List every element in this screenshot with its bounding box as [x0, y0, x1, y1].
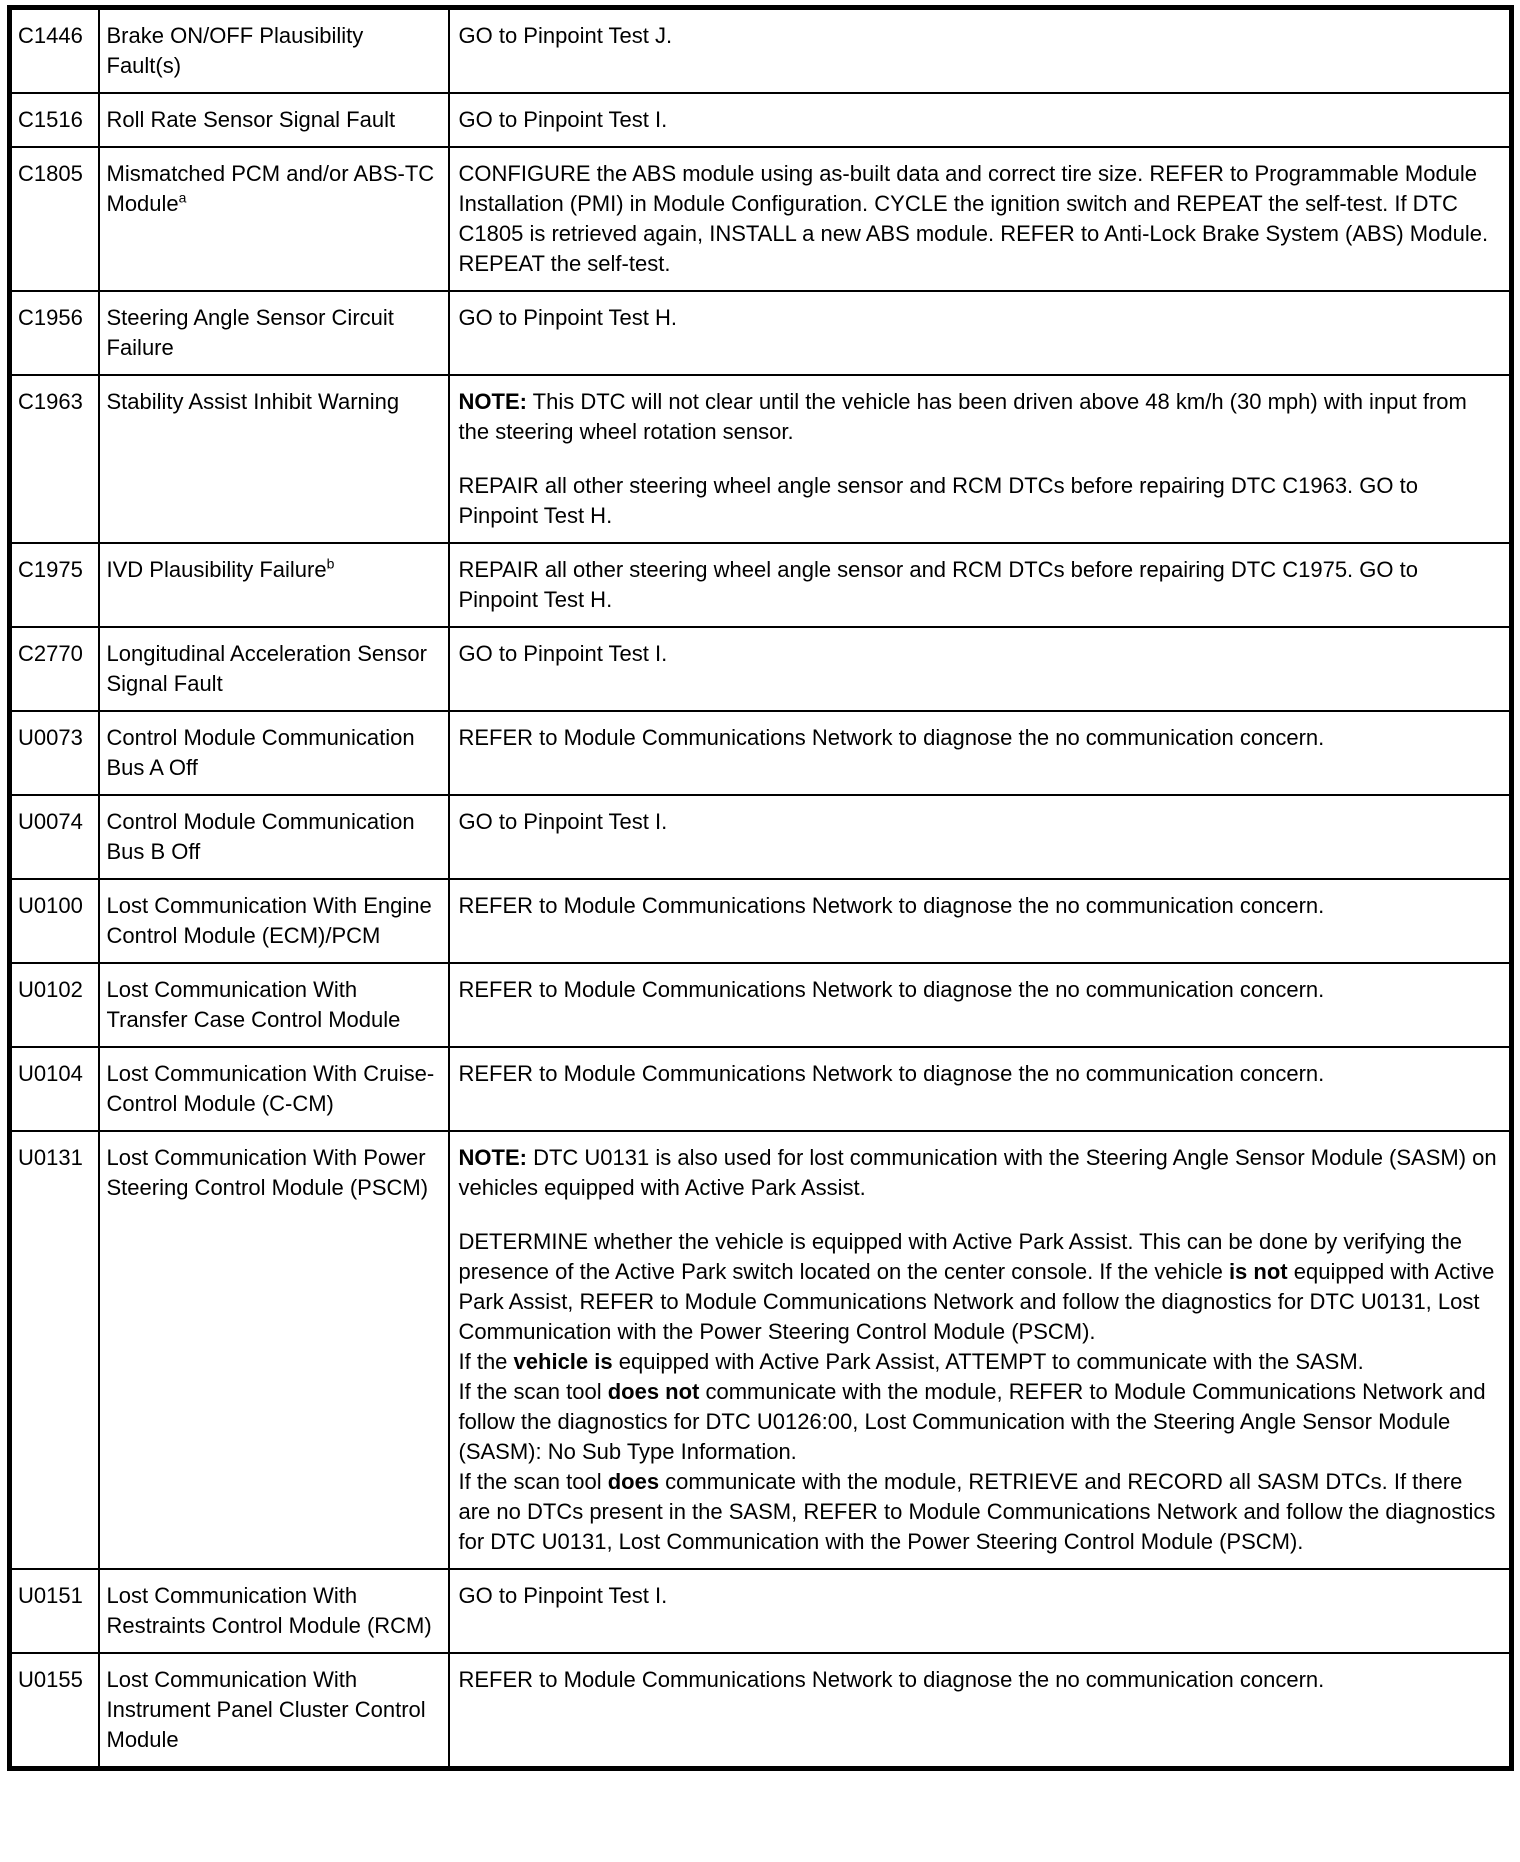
dtc-code-cell [10, 795, 99, 879]
dtc-description: Lost Communication With Cruise-Control Module (C-CM) [106, 1061, 435, 1116]
table-row [10, 147, 1512, 291]
dtc-code: U0131 [18, 1145, 83, 1170]
action-paragraph [459, 105, 1500, 135]
table-row [10, 8, 1512, 94]
table-row [10, 291, 1512, 375]
footnote-marker: a [178, 189, 187, 206]
action-text: communicate with the module, RETRIEVE and RECORD all SASM DTCs. If there are no DTCs present in the SASM, REFER to Module Communications Network and follow the diagnostics for DTC U0131, Lost Communication with the Power Steering Control Module (PSCM). [458, 1469, 1496, 1554]
dtc-description-cell [99, 93, 449, 147]
dtc-action-cell [449, 1047, 1512, 1131]
action-paragraph [459, 555, 1500, 615]
dtc-description-cell [99, 1131, 449, 1569]
dtc-table-body [10, 8, 1512, 1769]
action-emphasis: is [1228, 1259, 1248, 1284]
action-text: REFER to Module Communications Network to diagnose the no communication concern. [458, 893, 1325, 918]
dtc-code-cell [10, 1131, 99, 1569]
action-paragraph [459, 1467, 1500, 1557]
dtc-description-cell [99, 543, 449, 627]
dtc-description: Stability Assist Inhibit Warning [106, 389, 400, 414]
dtc-code-cell [10, 1569, 99, 1653]
table-row [10, 963, 1512, 1047]
action-paragraph [459, 1377, 1500, 1467]
dtc-action-cell [449, 291, 1512, 375]
dtc-code: C1805 [18, 161, 83, 186]
action-paragraph [459, 1665, 1500, 1695]
dtc-description-cell [99, 963, 449, 1047]
action-paragraph [459, 639, 1500, 669]
dtc-description-cell [99, 375, 449, 543]
dtc-action-cell [449, 711, 1512, 795]
action-paragraph [459, 1347, 1500, 1377]
dtc-description: Lost Communication With Engine Control Module (ECM)/PCM [106, 893, 432, 948]
dtc-action-cell [449, 375, 1512, 543]
dtc-action-cell [449, 963, 1512, 1047]
action-emphasis: NOTE: [458, 1145, 527, 1170]
dtc-description: Control Module Communication Bus A Off [106, 725, 415, 780]
action-paragraph [459, 891, 1500, 921]
dtc-code: U0102 [18, 977, 83, 1002]
action-text: GO to Pinpoint Test I. [458, 809, 668, 834]
dtc-code: U0073 [18, 725, 83, 750]
dtc-code: C1975 [18, 557, 83, 582]
dtc-description: Lost Communication With Instrument Panel Cluster Control Module [106, 1667, 426, 1752]
action-text: REFER to Module Communications Network to diagnose the no communication concern. [458, 1061, 1325, 1086]
dtc-description: Lost Communication With Power Steering Control Module (PSCM) [106, 1145, 429, 1200]
dtc-description: Lost Communication With Transfer Case Control Module [106, 977, 401, 1032]
dtc-code-cell [10, 627, 99, 711]
dtc-action-cell [449, 627, 1512, 711]
dtc-code-cell [10, 1047, 99, 1131]
dtc-code-cell [10, 147, 99, 291]
action-paragraph [459, 1059, 1500, 1089]
action-text: This DTC will not clear until the vehicle has been driven above 48 km/h (30 mph) with input from the steering wheel rotation sensor. [458, 389, 1467, 444]
dtc-description: Mismatched PCM and/or ABS-TC Module [106, 161, 435, 216]
action-emphasis: does not [607, 1379, 700, 1404]
action-text: equipped with Active Park Assist, ATTEMPT to communicate with the SASM. [612, 1349, 1364, 1374]
dtc-action-cell [449, 147, 1512, 291]
table-row [10, 1047, 1512, 1131]
action-text: communicate with the module, REFER to Module Communications Network and follow the diagnostics for DTC U0126:00, Lost Communication with the Steering Angle Sensor Module (SASM): No Sub Type Information. [458, 1379, 1486, 1464]
dtc-action-cell [449, 795, 1512, 879]
action-text: GO to Pinpoint Test H. [458, 305, 677, 330]
action-emphasis: vehicle is [513, 1349, 613, 1374]
dtc-description: Control Module Communication Bus B Off [106, 809, 415, 864]
action-paragraph [459, 723, 1500, 753]
action-paragraph [459, 159, 1500, 279]
dtc-code-cell [10, 963, 99, 1047]
dtc-description-cell [99, 291, 449, 375]
dtc-code: U0100 [18, 893, 83, 918]
action-paragraph [459, 1581, 1500, 1611]
dtc-description-cell [99, 879, 449, 963]
dtc-action-cell [449, 1653, 1512, 1769]
dtc-code-cell [10, 8, 99, 94]
dtc-description-cell [99, 795, 449, 879]
action-paragraph [459, 21, 1500, 51]
action-emphasis: NOTE: [458, 389, 527, 414]
dtc-description: Longitudinal Acceleration Sensor Signal Fault [106, 641, 427, 696]
dtc-description: Roll Rate Sensor Signal Fault [106, 107, 396, 132]
dtc-code: U0074 [18, 809, 83, 834]
action-paragraph [459, 387, 1500, 447]
action-text: DETERMINE whether the vehicle is equipped with Active Park Assist. This can be done by verifying the presence of the Active Park switch located on the center console. If the vehicle [458, 1229, 1463, 1284]
dtc-action-cell [449, 543, 1512, 627]
dtc-code: C2770 [18, 641, 83, 666]
dtc-description-cell [99, 1569, 449, 1653]
action-text: REFER to Module Communications Network to diagnose the no communication concern. [458, 977, 1325, 1002]
action-text: REPAIR all other steering wheel angle sensor and RCM DTCs before repairing DTC C1975. GO to Pinpoint Test H. [458, 557, 1418, 612]
dtc-code: C1516 [18, 107, 83, 132]
table-row [10, 627, 1512, 711]
action-text: equipped with Active Park Assist, REFER to Module Communications Network and follow the diagnostics for DTC U0131, Lost Communication with the Power Steering Control Module (PSCM). [458, 1259, 1495, 1344]
action-paragraph [459, 1227, 1500, 1347]
dtc-description-cell [99, 147, 449, 291]
table-row [10, 93, 1512, 147]
dtc-code-cell [10, 879, 99, 963]
action-text: DTC U0131 is also used for lost communication with the Steering Angle Sensor Module (SASM) on vehicles equipped with Active Park Assist. [458, 1145, 1497, 1200]
dtc-action-cell [449, 1131, 1512, 1569]
action-text: REFER to Module Communications Network to diagnose the no communication concern. [458, 1667, 1325, 1692]
dtc-action-cell [449, 1569, 1512, 1653]
dtc-code-cell [10, 291, 99, 375]
dtc-description: Brake ON/OFF Plausibility Fault(s) [106, 23, 364, 78]
dtc-code: U0155 [18, 1667, 83, 1692]
table-row [10, 879, 1512, 963]
action-text: If the scan tool [458, 1469, 608, 1494]
dtc-action-cell [449, 93, 1512, 147]
action-text: If the scan tool [458, 1379, 608, 1404]
dtc-description: IVD Plausibility Failure [106, 557, 327, 582]
action-text: GO to Pinpoint Test I. [458, 641, 668, 666]
table-row [10, 1131, 1512, 1569]
action-paragraph [459, 303, 1500, 333]
table-row [10, 543, 1512, 627]
dtc-description-cell [99, 1047, 449, 1131]
dtc-code: C1956 [18, 305, 83, 330]
action-text: GO to Pinpoint Test J. [458, 23, 673, 48]
dtc-code-cell [10, 375, 99, 543]
action-text: REPAIR all other steering wheel angle sensor and RCM DTCs before repairing DTC C1963. GO to Pinpoint Test H. [458, 473, 1418, 528]
dtc-table [7, 5, 1514, 1771]
table-row [10, 795, 1512, 879]
action-text: REFER to Module Communications Network to diagnose the no communication concern. [458, 725, 1325, 750]
dtc-description-cell [99, 8, 449, 94]
dtc-description-cell [99, 1653, 449, 1769]
dtc-description-cell [99, 627, 449, 711]
action-text: CONFIGURE the ABS module using as-built data and correct tire size. REFER to Programmable Module Installation (PMI) in Module Configuration. CYCLE the ignition switch and REPEAT the self-test. If DTC C1805 is retrieved again, INSTALL a new ABS module. REFER to Anti-Lock Brake System (ABS) Module. REPEAT the self-test. [458, 161, 1489, 276]
action-text: GO to Pinpoint Test I. [458, 1583, 668, 1608]
table-row [10, 1653, 1512, 1769]
dtc-description: Steering Angle Sensor Circuit Failure [106, 305, 394, 360]
action-text: GO to Pinpoint Test I. [458, 107, 668, 132]
dtc-description: Lost Communication With Restraints Control Module (RCM) [106, 1583, 432, 1638]
action-paragraph [459, 471, 1500, 531]
action-emphasis: not [1253, 1259, 1288, 1284]
dtc-code: U0151 [18, 1583, 83, 1608]
dtc-code-cell [10, 1653, 99, 1769]
dtc-code: C1963 [18, 389, 83, 414]
action-paragraph [459, 975, 1500, 1005]
footnote-marker: b [326, 555, 335, 572]
action-text: If the [458, 1349, 514, 1374]
dtc-description-cell [99, 711, 449, 795]
dtc-code-cell [10, 543, 99, 627]
action-paragraph [459, 1143, 1500, 1203]
table-row [10, 375, 1512, 543]
dtc-code: C1446 [18, 23, 83, 48]
dtc-code: U0104 [18, 1061, 83, 1086]
table-row [10, 711, 1512, 795]
dtc-action-cell [449, 8, 1512, 94]
dtc-code-cell [10, 711, 99, 795]
action-emphasis: does [607, 1469, 660, 1494]
dtc-action-cell [449, 879, 1512, 963]
dtc-code-cell [10, 93, 99, 147]
table-row [10, 1569, 1512, 1653]
action-paragraph [459, 807, 1500, 837]
